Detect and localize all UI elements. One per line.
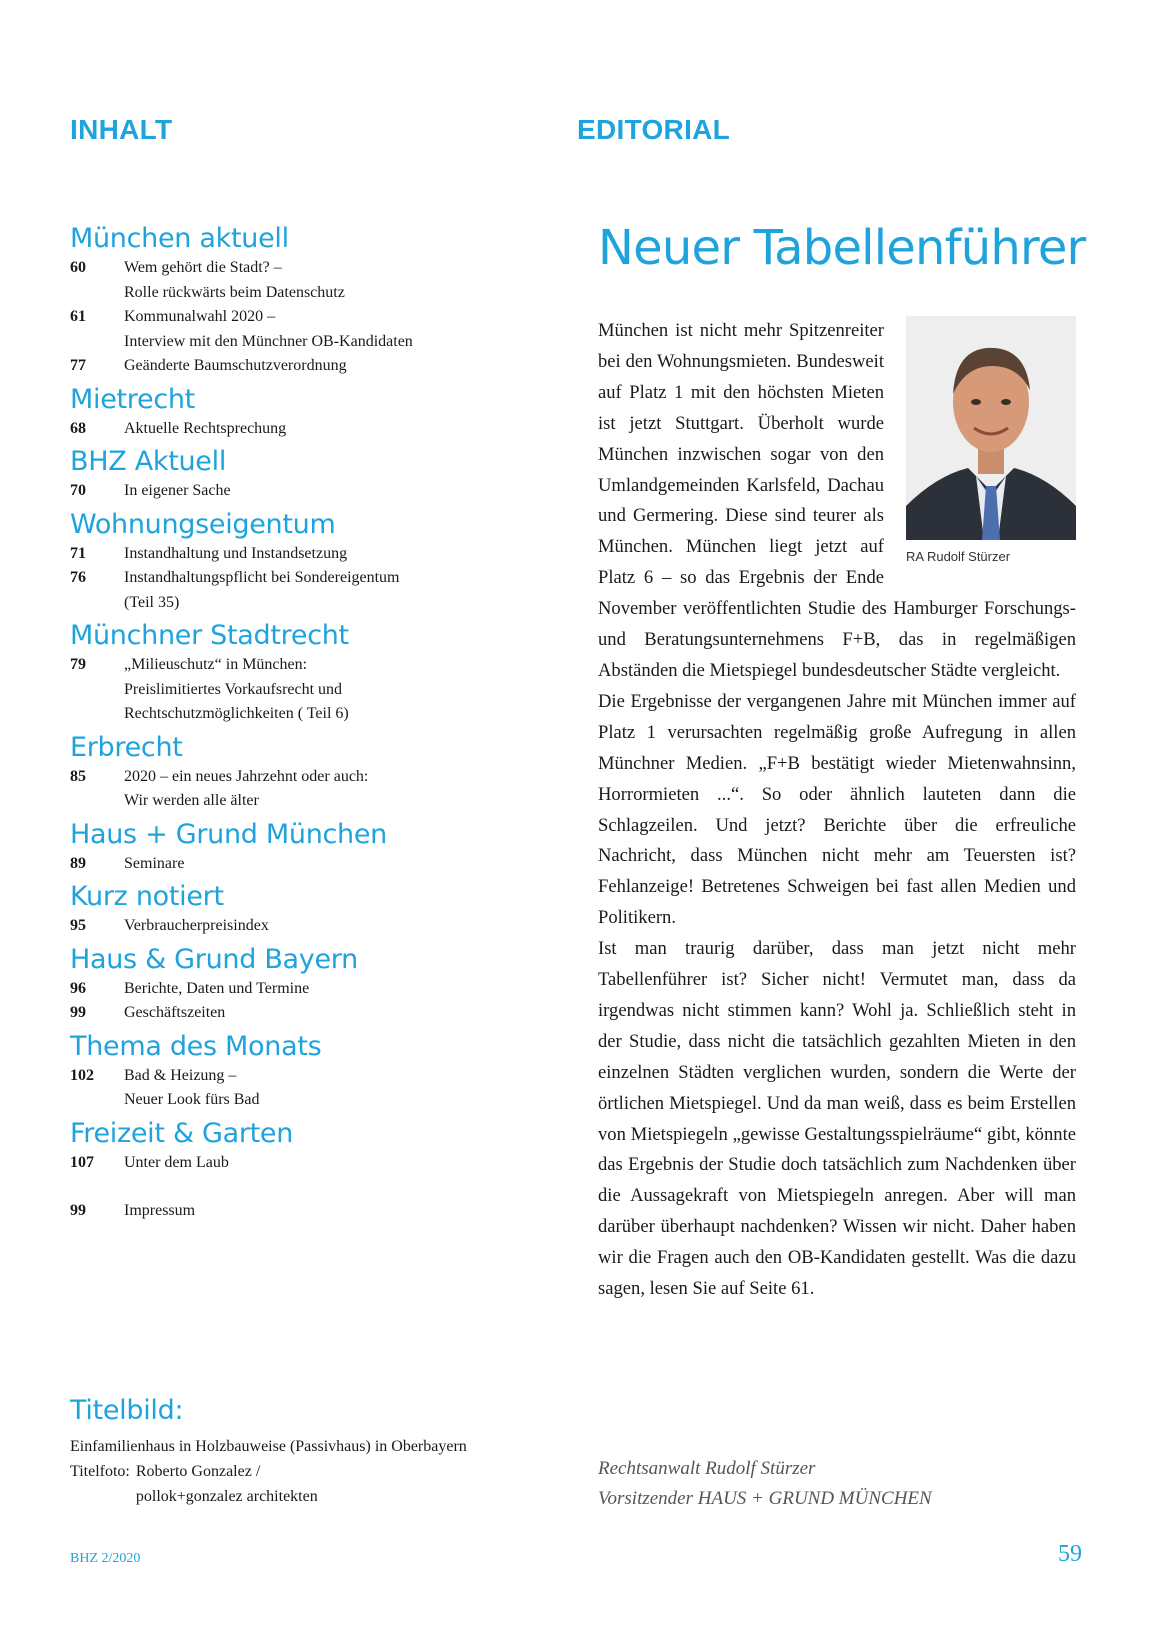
photo-caption: RA Rudolf Stürzer	[906, 549, 1011, 564]
toc-entry-page: 96	[70, 979, 86, 997]
impressum-entry	[70, 1199, 570, 1224]
toc-entry	[70, 765, 570, 814]
toc-entry-page: 60	[70, 259, 86, 276]
toc-entry-text	[124, 354, 347, 379]
impressum-label: Impressum	[124, 1202, 196, 1219]
toc-section-title: München aktuell	[70, 223, 289, 254]
toc-entry	[70, 354, 570, 379]
toc-entry-text	[124, 977, 309, 1002]
toc-entry-line: In eigener Sache	[124, 482, 231, 499]
toc-entry-text	[124, 305, 413, 354]
toc-section	[70, 383, 570, 442]
toc-entry	[70, 852, 570, 877]
titelfoto-line: pollok+gonzalez architekten	[135, 1488, 318, 1505]
toc-entry-text	[124, 479, 231, 504]
toc-entry-line: Geschäftszeiten	[124, 1004, 226, 1021]
toc-entry-line: Bad & Heizung –	[124, 1066, 237, 1084]
toc-entry-text	[124, 765, 368, 814]
toc-section	[70, 445, 570, 504]
issue-label: BHZ 2/2020	[70, 1551, 141, 1566]
toc-entry-page: 70	[70, 482, 86, 499]
toc-section-title: Haus & Grund Bayern	[70, 943, 358, 975]
toc-entry	[70, 1151, 570, 1176]
toc-entry-page: 68	[70, 419, 86, 437]
author-photo-block	[906, 316, 1076, 566]
toc-section-title: Erbrecht	[70, 731, 183, 763]
toc-entry-text	[124, 1001, 225, 1026]
toc-entry-line: Rolle rückwärts beim Datenschutz	[124, 283, 345, 301]
toc-entry-text	[124, 653, 349, 727]
toc-section	[70, 508, 570, 616]
toc-entry-line: Aktuelle Rechtsprechung	[124, 419, 287, 437]
page-number: 59	[1058, 1541, 1082, 1567]
toc-entry-page: 89	[70, 854, 86, 872]
toc-section-title: Haus + Grund München	[70, 818, 387, 850]
toc-section-title: Thema des Monats	[70, 1030, 322, 1062]
toc-entry-text	[124, 1064, 260, 1113]
toc-entry	[70, 1064, 570, 1113]
toc-entry-page: 102	[70, 1066, 94, 1084]
toc-entry-line: Seminare	[124, 854, 185, 872]
impressum-page: 99	[70, 1202, 86, 1219]
toc-section	[70, 943, 570, 1026]
toc-entry-text	[124, 542, 347, 567]
toc-entry-line: Wir werden alle älter	[124, 792, 259, 809]
toc-section	[70, 1117, 570, 1176]
toc-entry	[70, 1001, 570, 1026]
toc-entry-line: Preislimitiertes Vorkaufsrecht und	[124, 680, 343, 698]
toc-entry-line: (Teil 35)	[124, 593, 180, 611]
toc-entry-page: 77	[70, 357, 86, 374]
toc-entry-page: 99	[70, 1004, 86, 1021]
toc-entry-page: 95	[70, 917, 86, 934]
toc-entry-line: Instandhaltung und Instandsetzung	[124, 544, 348, 562]
toc-entry-line: „Milieuschutz“ in München:	[124, 656, 308, 673]
titelfoto-credit	[70, 1459, 590, 1509]
toc-section-title: Freizeit & Garten	[70, 1117, 294, 1149]
toc-entry-page: 71	[70, 544, 86, 562]
toc-entry-line: Rechtschutzmöglichkeiten ( Teil 6)	[124, 705, 349, 722]
toc-section	[70, 880, 570, 939]
toc-entry	[70, 542, 570, 567]
editorial-paragraph: München ist nicht mehr Spitzenreiter bei den Wohnungsmieten. Bundesweit auf Platz 1 mit den höchsten Mieten ist jetzt Stuttgart. Überholt wurde München inzwischen sogar von den Umlandgemeinden Karlsfeld, Dachau und Germering. Diese sind teurer als München. München liegt jetzt auf Platz 6 – so das Ergebnis der Ende November veröffentlichten Studie des Hamburger Forschungs- und Beratungsunternehmens F+B, das in regelmäßigen Abständen die Mietspiegel bundesdeutscher Städte vergleicht.	[598, 320, 1076, 681]
toc-entry	[70, 305, 570, 354]
toc-entry-line: Wem gehört die Stadt? –	[124, 259, 282, 276]
toc-section-title: Kurz notiert	[70, 881, 224, 912]
toc-entry-page: 76	[70, 569, 86, 586]
inhalt-heading: INHALT	[70, 114, 173, 145]
toc-entry-line: Interview mit den Münchner OB-Kandidaten	[124, 332, 413, 350]
toc-entry-text	[124, 256, 345, 305]
table-of-contents	[70, 222, 570, 1224]
toc-entry	[70, 977, 570, 1002]
editorial-body	[598, 316, 1076, 1305]
titelfoto-label: Titelfoto:	[70, 1463, 130, 1480]
toc-entry-text	[124, 914, 269, 939]
toc-entry-line: Verbraucherpreisindex	[124, 917, 269, 934]
toc-section-title: Mietrecht	[70, 383, 195, 415]
toc-section	[70, 1030, 570, 1113]
toc-section	[70, 731, 570, 814]
editorial-heading: EDITORIAL	[577, 114, 731, 145]
editorial-title: Neuer Tabellenführer	[598, 220, 1086, 276]
toc-entry	[70, 914, 570, 939]
author-portrait-image	[906, 316, 1076, 540]
toc-entry-page: 107	[70, 1153, 94, 1171]
toc-section-title: BHZ Aktuell	[70, 446, 227, 477]
toc-entry-line: Kommunalwahl 2020 –	[124, 308, 276, 325]
titelfoto-line: Roberto Gonzalez /	[135, 1463, 261, 1480]
toc-entry-text	[124, 566, 400, 615]
toc-entry-text	[124, 1151, 229, 1176]
toc-entry	[70, 653, 570, 727]
toc-entry-line: Geänderte Baumschutzverordnung	[124, 357, 347, 374]
signature-name: Rechtsanwalt Rudolf Stürzer	[598, 1458, 816, 1479]
signature-role: Vorsitzender HAUS + GRUND MÜNCHEN	[598, 1488, 932, 1509]
titelbild-block	[70, 1394, 590, 1509]
toc-entry-line: 2020 – ein neues Jahrzehnt oder auch:	[124, 767, 369, 785]
signature	[598, 1454, 932, 1514]
toc-section	[70, 222, 570, 379]
toc-entry-line: Instandhaltungspflicht bei Sondereigentum	[124, 569, 400, 586]
toc-entry	[70, 479, 570, 504]
toc-entry-page: 85	[70, 767, 86, 785]
toc-entry-line: Berichte, Daten und Termine	[124, 979, 310, 997]
toc-section-title: Wohnungseigentum	[70, 508, 336, 540]
editorial-paragraph: Ist man traurig darüber, dass man jetzt nicht mehr Tabellenführer ist? Sicher nicht! Vermutet man, dass da irgendwas nicht stimmen kann? Wohl ja. Schließlich steht in der Studie, dass nicht die tatsächlich gezahlten Mieten in den einzelnen Städten verglichen wurden, sondern die Werte der örtlichen Mietspiegel. Und da man weiß, dass es beim Erstellen von Mietspiegeln „gewisse Gestaltungsspielräume“ gibt, könnte das Ergebnis der Studie doch tatsächlich zum Nachdenken über die Aussagekraft von Mietspiegeln anregen. Aber will man darüber überhaupt nachdenken? Wissen wir nicht. Daher haben wir die Fragen auch den OB-Kandidaten gestellt. Was die dazu sagen, lesen Sie auf Seite 61.	[598, 938, 1076, 1300]
titelbild-description: Einfamilienhaus in Holzbauweise (Passivhaus) in Oberbayern	[70, 1438, 467, 1455]
toc-section	[70, 818, 570, 877]
editorial-paragraph: Die Ergebnisse der vergangenen Jahre mit München immer auf Platz 1 verursachten regelmäßig große Aufregung in allen Münchner Medien. „F+B bestätigt wieder Mietenwahnsinn, Horrormieten ...“. So oder ähnlich lauteten dann die Schlagzeilen. Und jetzt? Berichte über die erfreuliche Nachricht, dass München nicht mehr am Teuersten ist? Fehlanzeige! Betretenes Schweigen bei fast allen Medien und Politikern.	[598, 690, 1076, 929]
toc-entry-text	[124, 417, 286, 442]
toc-entry-page: 79	[70, 656, 86, 673]
toc-entry-page: 61	[70, 308, 86, 325]
toc-spacer	[70, 1179, 570, 1199]
toc-entry-text	[124, 852, 184, 877]
toc-section	[70, 619, 570, 727]
toc-entry	[70, 256, 570, 305]
toc-section-title: Münchner Stadtrecht	[70, 620, 349, 651]
toc-entry-line: Unter dem Laub	[124, 1153, 229, 1171]
toc-entry-line: Neuer Look fürs Bad	[124, 1091, 260, 1108]
titelbild-title: Titelbild:	[70, 1395, 184, 1426]
toc-entry	[70, 417, 570, 442]
toc-entry	[70, 566, 570, 615]
